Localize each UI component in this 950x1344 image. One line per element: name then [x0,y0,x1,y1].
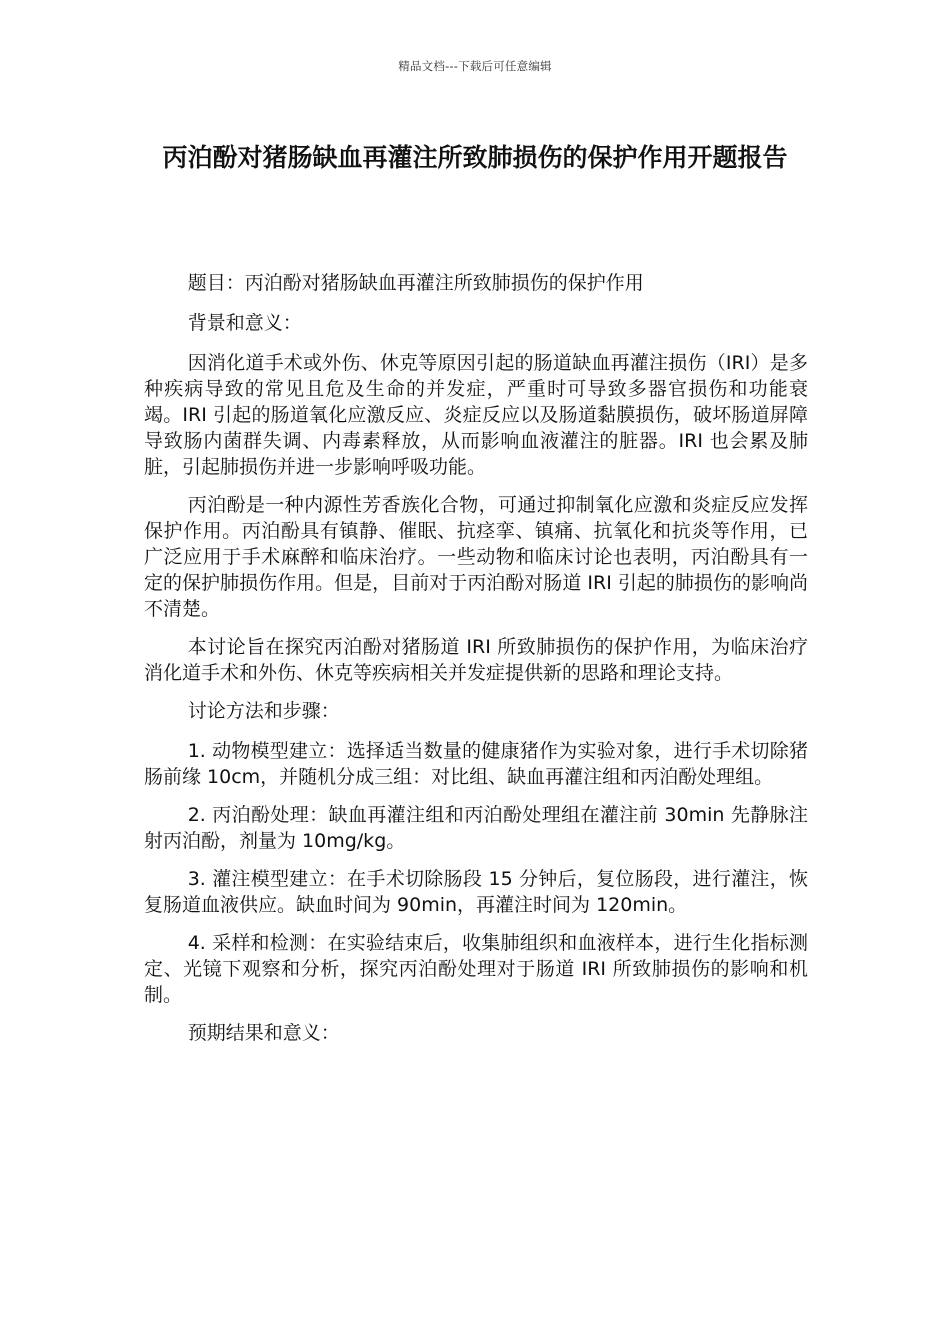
document-title: 丙泊酚对猪肠缺血再灌注所致肺损伤的保护作用开题报告 [162,143,788,172]
method-step-2: 2. 丙泊酚处理：缺血再灌注组和丙泊酚处理组在灌注前 30min 先静脉注射丙泊酚，剂量为 10mg/kg。 [144,804,808,852]
method-step-4: 4. 采样和检测：在实验结束后，收集肺组织和血液样本，进行生化指标测定、光镜下观察和分析，探究丙泊酚处理对于肠道 IRI 所致肺损伤的影响和机制。 [144,932,808,1006]
section-heading-methods: 讨论方法和步骤： [187,700,340,722]
page-header: 精品文档---下载后可任意编辑 [398,59,552,73]
section-heading-expected-results: 预期结果和意义： [187,1022,340,1044]
section-heading-background: 背景和意义： [187,312,302,334]
topic-line: 题目：丙泊酚对猪肠缺血再灌注所致肺损伤的保护作用 [187,272,644,294]
document-body [144,270,808,1060]
paragraph-background-2: 丙泊酚是一种内源性芳香族化合物，可通过抑制氧化应激和炎症反应发挥保护作用。丙泊酚具有镇静、催眠、抗痉挛、镇痛、抗氧化和抗炎等作用，已广泛应用于手术麻醉和临床治疗。一些动物和临床讨论也表明，丙泊酚具有一定的保护肺损伤作用。但是，目前对于丙泊酚对肠道 IRI 引起的肺损伤的影响尚不清楚。 [144,494,808,620]
paragraph-background-1: 因消化道手术或外伤、休克等原因引起的肠道缺血再灌注损伤（IRI）是多种疾病导致的常见且危及生命的并发症，严重时可导致多器官损伤和功能衰竭。IRI 引起的肠道氧化应激反应、炎症反应以及肠道黏膜损伤，破坏肠道屏障导致肠内菌群失调、内毒素释放，从而影响血液灌注的脏器。IRI 也会累及肺脏，引起肺损伤并进一步影响呼吸功能。 [144,352,808,478]
method-step-3: 3. 灌注模型建立：在手术切除肠段 15 分钟后，复位肠段，进行灌注，恢复肠道血液供应。缺血时间为 90min，再灌注时间为 120min。 [144,868,808,916]
paragraph-background-3: 本讨论旨在探究丙泊酚对猪肠道 IRI 所致肺损伤的保护作用，为临床治疗消化道手术和外伤、休克等疾病相关并发症提供新的思路和理论支持。 [144,636,808,684]
method-step-1: 1. 动物模型建立：选择适当数量的健康猪作为实验对象，进行手术切除猪肠前缘 10cm，并随机分成三组：对比组、缺血再灌注组和丙泊酚处理组。 [144,740,808,788]
